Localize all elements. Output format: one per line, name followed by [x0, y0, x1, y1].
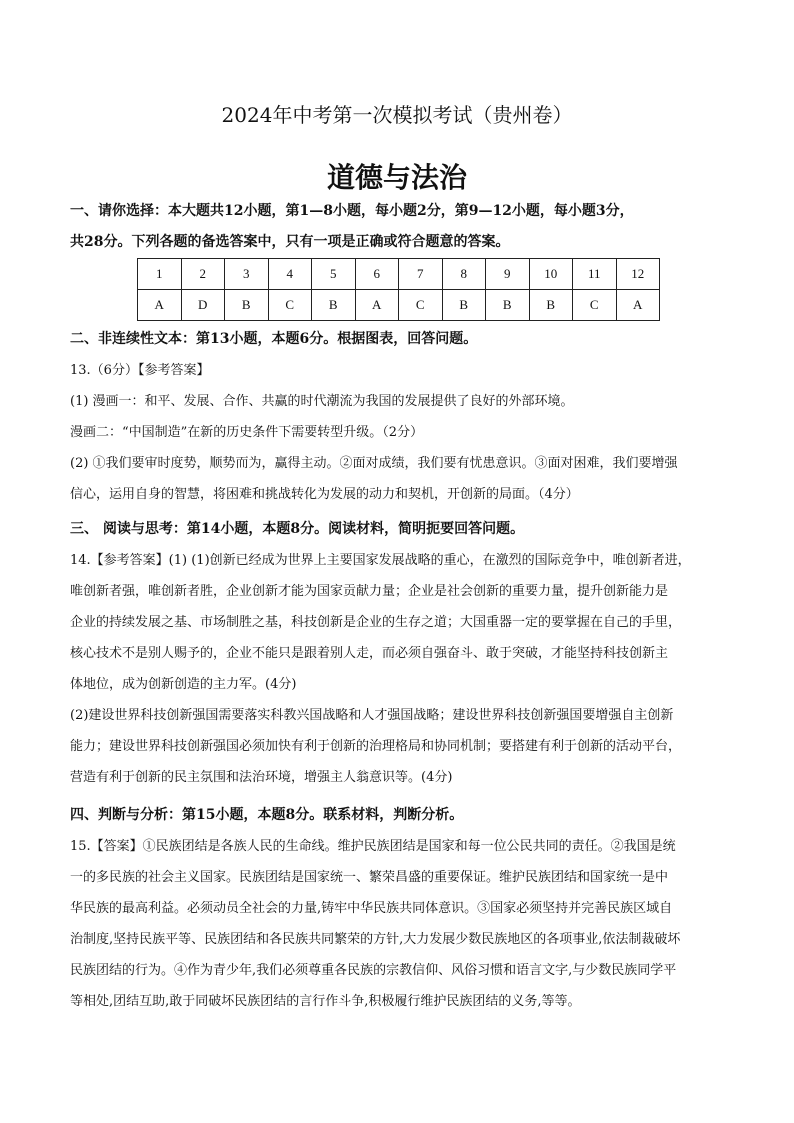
table-cell: A: [138, 290, 182, 321]
table-cell: B: [442, 290, 486, 321]
subject-title: 道德与法治: [326, 161, 467, 194]
q14-line: 核心技术不是别人赐予的，企业不能只是跟着别人走，而必须自强奋斗、敢于突破，才能坚持科技创新主: [70, 646, 669, 661]
answer-table: [137, 258, 660, 321]
q15-line: 15.【答案】①民族团结是各族人民的生命线。维护民族团结是国家和每一位公民共同的责任。②我国是统: [70, 839, 676, 854]
section3-heading: 三、 阅读与思考：第14小题，本题8分。阅读材料，简明扼要回答问题。: [70, 521, 525, 537]
q14-line: 唯创新者强，唯创新者胜，企业创新才能为国家贡献力量；企业是社会创新的重要力量，提升创新能力是: [70, 584, 669, 599]
table-cell: 9: [486, 259, 530, 290]
section4: [70, 800, 720, 1017]
table-cell: 6: [355, 259, 399, 290]
q13-part2-line1: (2) ①我们要审时度势，顺势而为，赢得主动。②面对成绩，我们要有忧患意识。③面对困难，我们要增强: [70, 456, 678, 471]
section2: [70, 324, 720, 510]
section1-heading: [70, 196, 720, 258]
answer-table-number-row: [138, 259, 660, 290]
q14-p2-line: (2)建设世界科技创新强国需要落实科教兴国战略和人才强国战略；建设世界科技创新强国要增强自主创新: [70, 708, 674, 723]
table-cell: 4: [268, 259, 312, 290]
table-cell: B: [486, 290, 530, 321]
answer-table-answer-row: [138, 290, 660, 321]
q13-part1: (1) 漫画一：和平、发展、合作、共赢的时代潮流为我国的发展提供了良好的外部环境。: [70, 394, 574, 409]
table-cell: 5: [312, 259, 356, 290]
q15-line: 华民族的最高利益。必须动员全社会的力量,铸牢中华民族共同体意识。③国家必须坚持并完善民族区域自: [70, 901, 673, 916]
table-cell: C: [399, 290, 443, 321]
table-cell: D: [181, 290, 225, 321]
table-cell: 8: [442, 259, 486, 290]
q15-line: 民族团结的行为。④作为青少年,我们必须尊重各民族的宗教信仰、风俗习惯和语言文字,与少数民族同学平: [70, 963, 677, 978]
q14-p2-line: 能力；建设世界科技创新强国必须加快有利于创新的治理格局和协同机制；要搭建有利于创新的活动平台，: [70, 739, 682, 754]
section3: [70, 514, 720, 793]
q14-line: 14.【参考答案】(1) (1)创新已经成为世界上主要国家发展战略的重心，在激烈的国际竞争中，唯创新者进，: [70, 553, 691, 568]
table-cell: C: [268, 290, 312, 321]
table-cell: 11: [573, 259, 617, 290]
section2-heading: 二、非连续性文本：第13小题，本题6分。根据图表，回答问题。: [70, 331, 478, 347]
table-cell: 12: [616, 259, 660, 290]
table-cell: C: [573, 290, 617, 321]
q14-line: 企业的持续发展之基、市场制胜之基，科技创新是企业的生存之道；大国重器一定的要掌握在自己的手里，: [70, 615, 682, 630]
q14-line: 体地位，成为创新创造的主力军。(4分): [70, 677, 297, 692]
table-cell: 1: [138, 259, 182, 290]
section1-heading-line2: 共28分。下列各题的备选答案中，只有一项是正确或符合题意的答案。: [70, 234, 510, 250]
q13-part2-line2: 信心，运用自身的智慧，将困难和挑战转化为发展的动力和契机，开创新的局面。（4分）: [70, 487, 579, 502]
table-cell: 2: [181, 259, 225, 290]
table-cell: B: [225, 290, 269, 321]
table-cell: 3: [225, 259, 269, 290]
table-cell: 7: [399, 259, 443, 290]
q13-part1-comic2: 漫画二：“中国制造”在新的历史条件下需要转型升级。（2分）: [70, 425, 424, 440]
table-cell: 10: [529, 259, 573, 290]
q15-line: 等相处,团结互助,敢于同破坏民族团结的言行作斗争,积极履行维护民族团结的义务,等等。: [70, 994, 581, 1009]
section1-heading-line1: 一、请你选择：本大题共12小题，第1—8小题，每小题2分，第9—12小题，每小题3分，: [70, 203, 634, 219]
table-cell: A: [616, 290, 660, 321]
table-cell: B: [529, 290, 573, 321]
section4-heading: 四、判断与分析：第15小题，本题8分。联系材料，判断分析。: [70, 807, 464, 823]
q13-label: 13.（6分）【参考答案】: [70, 363, 210, 378]
q14-p2-line: 营造有利于创新的民主氛围和法治环境，增强主人翁意识等。(4分): [70, 770, 453, 785]
q15-line: 一的多民族的社会主义国家。民族团结是国家统一、繁荣昌盛的重要保证。维护民族团结和国家统一是中: [70, 870, 669, 885]
table-cell: B: [312, 290, 356, 321]
table-cell: A: [355, 290, 399, 321]
page-title: 2024年中考第一次模拟考试（贵州卷）: [221, 103, 573, 127]
q15-line: 治制度,坚持民族平等、民族团结和各民族共同繁荣的方针,大力发展少数民族地区的各项事业,依法制裁破坏: [70, 932, 681, 947]
